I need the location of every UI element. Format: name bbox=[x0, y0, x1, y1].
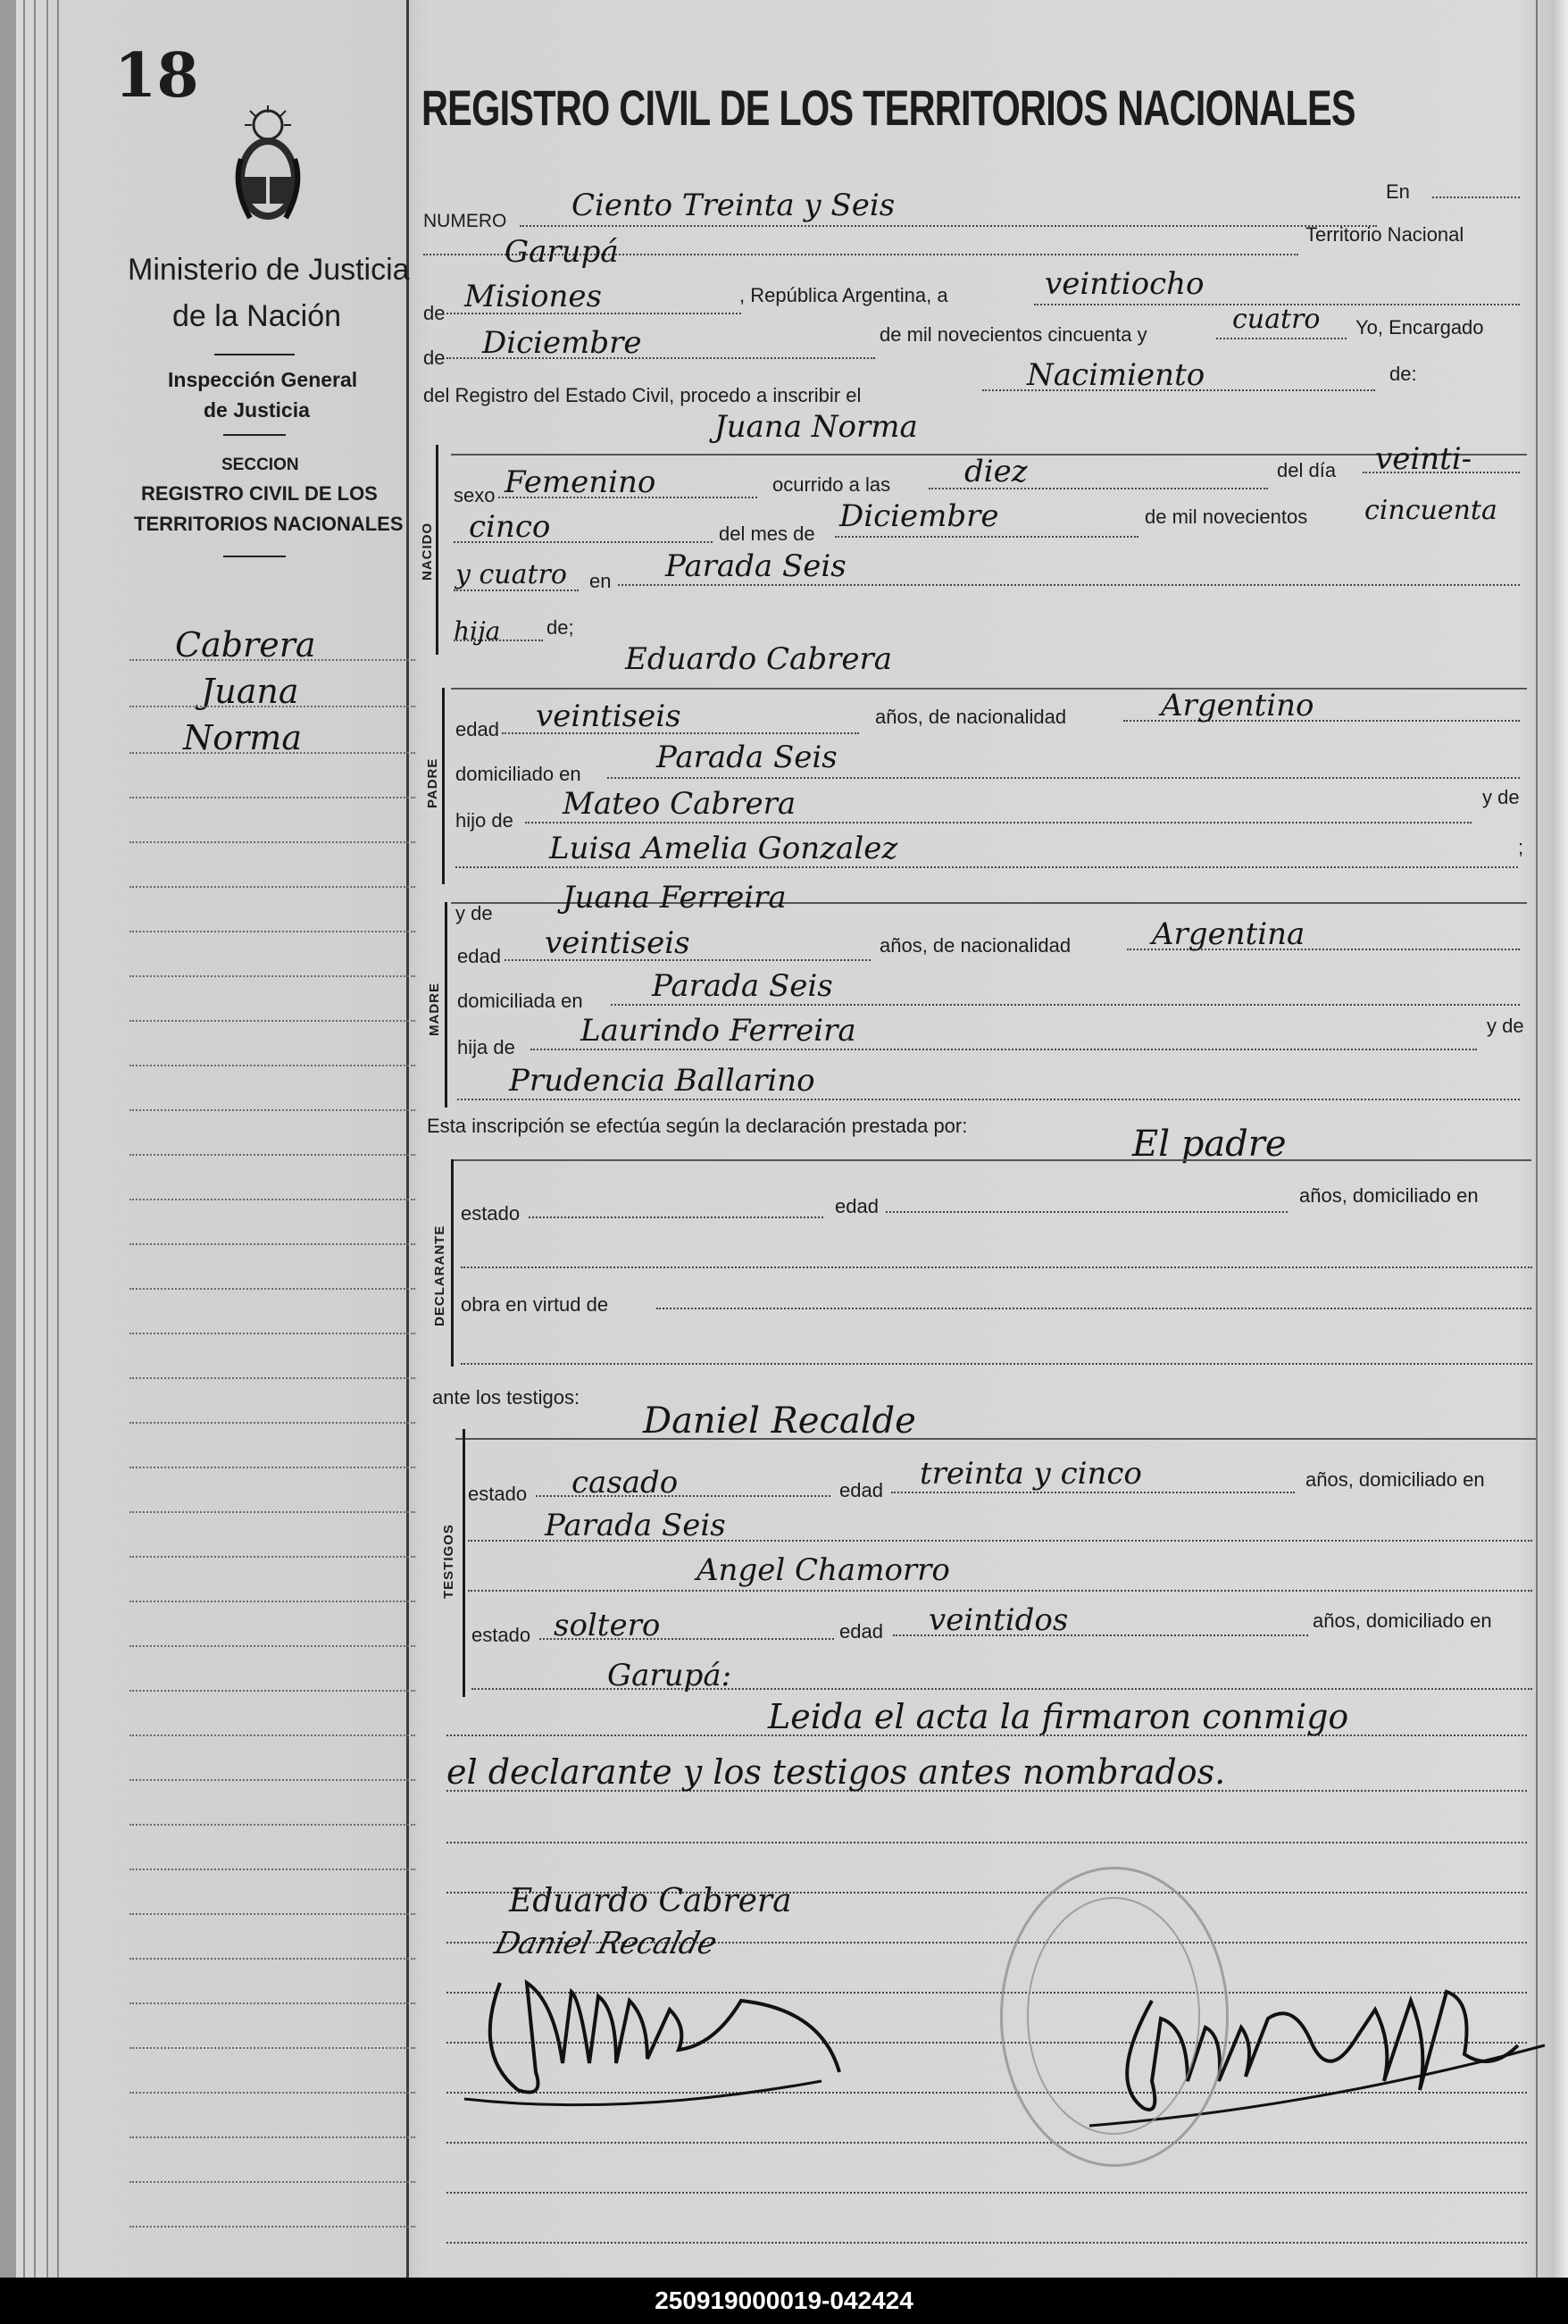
madre-father-value: Laurindo Ferreira bbox=[580, 1013, 856, 1049]
madre-label: MADRE bbox=[427, 982, 442, 1036]
declarante-label: DECLARANTE bbox=[432, 1225, 447, 1326]
ocurrido-label: ocurrido a las bbox=[772, 473, 891, 496]
signature-witness-scribble bbox=[446, 1947, 911, 2126]
divider bbox=[223, 434, 286, 436]
padre-edad-value: veintiseis bbox=[536, 698, 681, 734]
padre-anios-label: años, de nacionalidad bbox=[875, 706, 1067, 728]
book-spine bbox=[0, 0, 16, 2278]
page-edge-line bbox=[57, 0, 59, 2278]
w2-estado-label: estado bbox=[471, 1624, 531, 1646]
madre-domicilio-value: Parada Seis bbox=[652, 968, 833, 1004]
sexo-value: Femenino bbox=[505, 464, 656, 500]
dia-value: veinti- bbox=[1375, 441, 1472, 477]
madre-anios-label: años, de nacionalidad bbox=[880, 934, 1072, 957]
closing-line1: Leida el acta la firmaron conmigo bbox=[768, 1697, 1349, 1736]
dia-label: del día bbox=[1277, 459, 1337, 481]
lugar-value: Parada Seis bbox=[665, 548, 847, 584]
anio-label: de mil novecientos bbox=[1145, 506, 1308, 528]
margin-name-line1: Cabrera bbox=[175, 625, 316, 665]
madre-bracket bbox=[445, 902, 447, 1108]
divider bbox=[223, 556, 286, 557]
column-divider bbox=[406, 0, 409, 2278]
padre-semicolon: ; bbox=[1518, 836, 1524, 858]
testigos-label: TESTIGOS bbox=[441, 1524, 456, 1599]
testigos-bracket bbox=[463, 1429, 465, 1697]
inspection-line2: de Justicia bbox=[204, 398, 310, 422]
mes-label: del mes de bbox=[719, 522, 815, 545]
hour-value: diez bbox=[964, 454, 1028, 489]
encargado-label: Yo, Encargado bbox=[1355, 316, 1484, 339]
document-id-bar: 250919000019-042424 bbox=[0, 2278, 1568, 2324]
page-edge-line bbox=[23, 0, 25, 2278]
w2-anios-label: años, domiciliado en bbox=[1313, 1609, 1492, 1632]
en-label: En bbox=[1386, 180, 1410, 203]
signature-daniel-recalde: Daniel Recalde bbox=[491, 1926, 720, 1961]
de2-label: de bbox=[423, 347, 446, 369]
padre-domicilio-label: domiciliado en bbox=[455, 763, 581, 785]
madre-name: Juana Ferreira bbox=[563, 880, 787, 915]
witness1-name: Daniel Recalde bbox=[643, 1400, 916, 1442]
page-edge-line bbox=[46, 0, 48, 2278]
madre-yde2-label: y de bbox=[1487, 1015, 1524, 1037]
mes-value: Diciembre bbox=[839, 498, 999, 534]
republica-label: , República Argentina, a bbox=[739, 284, 948, 306]
padre-mother-value: Luisa Amelia Gonzalez bbox=[549, 831, 898, 866]
section-label: SECCION bbox=[221, 456, 299, 474]
hija-value: hija bbox=[454, 616, 501, 646]
madre-domicilio-label: domiciliada en bbox=[457, 990, 583, 1012]
nacido-label: NACIDO bbox=[420, 522, 435, 581]
padre-domicilio-value: Parada Seis bbox=[656, 740, 838, 775]
madre-nacionalidad-value: Argentina bbox=[1152, 916, 1305, 952]
year-label: de mil novecientos cincuenta y bbox=[880, 323, 1147, 346]
official-stamp-inner bbox=[1027, 1897, 1200, 2135]
coat-of-arms-icon bbox=[223, 105, 313, 230]
declaracion-value: El padre bbox=[1132, 1124, 1287, 1165]
page-edge-line bbox=[34, 0, 36, 2278]
declaracion-label: Esta inscripción se efectúa según la declaración prestada por: bbox=[427, 1115, 968, 1137]
month-value: Diciembre bbox=[482, 325, 642, 361]
declarante-estado-label: estado bbox=[461, 1202, 521, 1225]
margin-name-line3: Norma bbox=[183, 718, 302, 757]
divider bbox=[214, 354, 295, 355]
registro-label: del Registro del Estado Civil, procedo a inscribir el bbox=[423, 384, 862, 406]
declarante-edad-label: edad bbox=[835, 1195, 879, 1217]
section-line2: TERRITORIOS NACIONALES bbox=[134, 513, 404, 535]
year-value: cuatro bbox=[1232, 304, 1321, 335]
de-label-nacido: de; bbox=[546, 616, 574, 639]
dia-value2: cinco bbox=[469, 509, 551, 545]
padre-father-value: Mateo Cabrera bbox=[563, 786, 797, 822]
padre-edad-label: edad bbox=[455, 718, 499, 740]
w1-edad-label: edad bbox=[839, 1479, 883, 1501]
w2-estado-value: soltero bbox=[554, 1608, 661, 1643]
closing-line2: el declarante y los testigos antes nombrados. bbox=[446, 1752, 1226, 1792]
province-value: Misiones bbox=[464, 279, 602, 314]
territorio-label: Territorio Nacional bbox=[1305, 223, 1464, 246]
child-name: Juana Norma bbox=[714, 409, 918, 445]
numero-value: Ciento Treinta y Seis bbox=[571, 188, 896, 223]
page-number: 18 bbox=[114, 40, 199, 112]
madre-hija-label: hija de bbox=[457, 1036, 515, 1058]
testigos-intro-label: ante los testigos: bbox=[432, 1386, 580, 1409]
signature-eduardo-cabrera: Eduardo Cabrera bbox=[509, 1883, 792, 1919]
padre-bracket bbox=[442, 688, 445, 884]
sexo-label: sexo bbox=[454, 484, 496, 506]
w2-domicilio-value: Garupá: bbox=[607, 1658, 732, 1693]
padre-label: PADRE bbox=[425, 757, 440, 808]
padre-nacionalidad-value: Argentino bbox=[1161, 688, 1314, 723]
place-value: Garupá bbox=[505, 234, 619, 270]
page-title: REGISTRO CIVIL DE LOS TERRITORIOS NACIONALES bbox=[421, 79, 1355, 136]
madre-edad-label: edad bbox=[457, 945, 501, 967]
anio-value2: y cuatro bbox=[455, 559, 567, 590]
ministry-line1: Ministerio de Justicia bbox=[128, 253, 410, 287]
padre-name: Eduardo Cabrera bbox=[625, 641, 892, 677]
w1-estado-value: casado bbox=[571, 1465, 679, 1501]
margin-name-line2: Juana bbox=[201, 672, 299, 711]
de3-label: de: bbox=[1389, 363, 1417, 385]
right-page-edge bbox=[1536, 0, 1538, 2278]
declarante-obra-label: obra en virtud de bbox=[461, 1293, 609, 1316]
w1-domicilio-value: Parada Seis bbox=[545, 1508, 726, 1543]
w2-edad-value: veintidos bbox=[929, 1602, 1069, 1638]
witness2-name: Angel Chamorro bbox=[696, 1552, 950, 1588]
declarante-bracket bbox=[451, 1159, 454, 1367]
w1-anios-label: años, domiciliado en bbox=[1305, 1468, 1485, 1491]
day-value: veintiocho bbox=[1045, 266, 1205, 302]
padre-hijo-label: hijo de bbox=[455, 809, 513, 832]
madre-yde-label: y de bbox=[455, 902, 493, 924]
declarante-anios-label: años, domiciliado en bbox=[1299, 1184, 1479, 1207]
w2-edad-label: edad bbox=[839, 1620, 883, 1643]
section-line1: REGISTRO CIVIL DE LOS bbox=[141, 482, 378, 505]
padre-yde-label: y de bbox=[1482, 786, 1520, 808]
madre-edad-value: veintiseis bbox=[545, 925, 690, 961]
en-label-nacido: en bbox=[589, 570, 612, 592]
madre-mother-value: Prudencia Ballarino bbox=[509, 1063, 815, 1099]
de-label: de bbox=[423, 302, 446, 324]
nacido-bracket bbox=[436, 445, 438, 655]
w1-edad-value: treinta y cinco bbox=[920, 1456, 1142, 1492]
anio-value: cincuenta bbox=[1364, 495, 1497, 526]
inspection-line1: Inspección General bbox=[168, 368, 358, 391]
numero-label: NUMERO bbox=[423, 211, 507, 231]
act-value: Nacimiento bbox=[1027, 357, 1205, 393]
w1-estado-label: estado bbox=[468, 1483, 528, 1505]
ministry-line2: de la Nación bbox=[172, 299, 342, 333]
